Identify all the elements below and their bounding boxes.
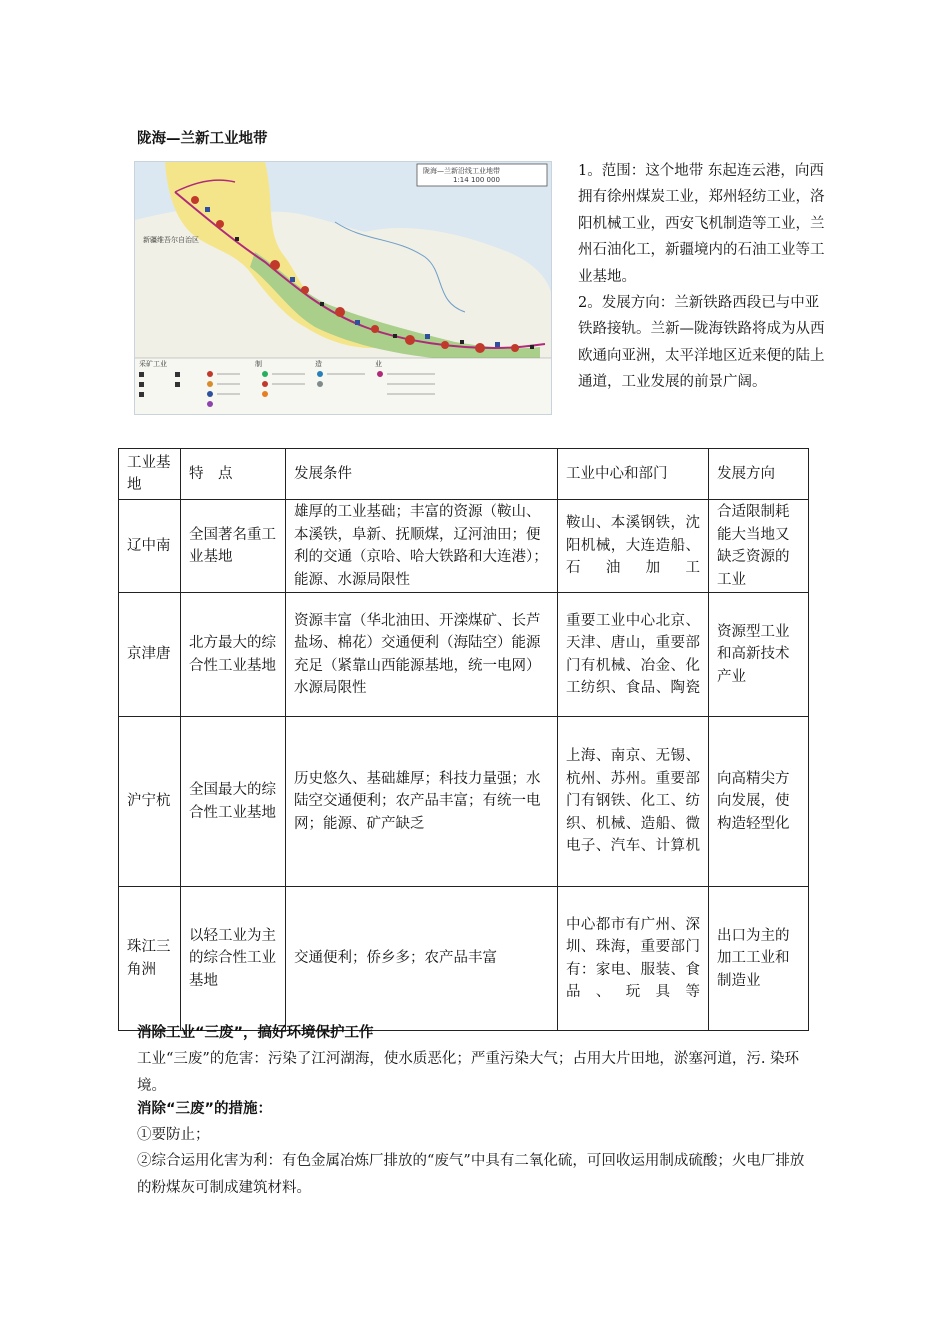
table-row [119,717,809,887]
map-legend-mining: 采矿工业 [139,360,167,368]
cell-conditions: 历史悠久、基础雄厚；科技力量强；水陆空交通便利；农产品丰富；有统一电网；能源、矿产缺乏 [286,717,558,887]
section-title-longhai-lanxin: 陇海—兰新工业地带 [137,131,268,147]
direction-text: 2。发展方向：兰新铁路西段已与中亚铁路接轨。兰新—陇海铁路将成为从西欧通向亚洲，太平洋地区近来便的陆上通道，工业发展的前景广阔。 [578,295,825,391]
cell-base: 珠江三角洲 [119,887,181,1031]
header-centers: 工业中心和部门 [558,449,709,500]
map-legend-h2: 造 [315,360,322,368]
belt-description [578,158,828,396]
cell-centers: 重要工业中心北京、天津、唐山，重要部门有机械、冶金、化工纺织、食品、陶瓷 [558,593,709,717]
map-scale: 1:14 100 000 [453,176,500,184]
cell-feature: 北方最大的综合性工业基地 [181,593,286,717]
cell-direction: 合适限制耗能大当地又缺乏资源的工业 [709,500,809,593]
header-base: 工业基地 [119,449,181,500]
section-title-measures: 消除“三废”的措施： [137,1101,273,1117]
cell-base: 沪宁杭 [119,717,181,887]
cell-feature: 全国著名重工业基地 [181,500,286,593]
cell-base: 京津唐 [119,593,181,717]
cell-conditions: 交通便利；侨乡多；农产品丰富 [286,887,558,1031]
measure-item: ②综合运用化害为利：有色金属冶炼厂排放的“废气”中具有二氧化硫，可回收运用制成硫酸；火电厂排放的粉煤灰可制成建筑材料。 [137,1153,805,1196]
table-row [119,500,809,593]
map-legend-h3: 业 [375,360,382,368]
table-row [119,887,809,1031]
cell-base: 辽中南 [119,500,181,593]
map-legend-h1: 制 [255,360,262,368]
header-conditions: 发展条件 [286,449,558,500]
cell-feature: 以轻工业为主的综合性工业基地 [181,887,286,1031]
industrial-belt-map [134,161,552,415]
cell-centers: 中心都市有广州、深圳、珠海，重要部门有：家电、服装、食品、玩具等 [558,887,709,1031]
cell-feature: 全国最大的综合性工业基地 [181,717,286,887]
section-title-three-wastes: 消除工业“三废”，搞好环境保护工作 [137,1025,374,1041]
cell-direction: 出口为主的加工工业和制造业 [709,887,809,1031]
map-region-label: 新疆维吾尔自治区 [143,236,199,244]
measure-item: ①要防止； [137,1127,210,1143]
table-header-row [119,449,809,500]
cell-direction: 向高精尖方向发展，使构造轻型化 [709,717,809,887]
cell-conditions: 雄厚的工业基础；丰富的资源（鞍山、本溪铁，阜新、抚顺煤，辽河油田；便利的交通（京哈、哈大铁路和大连港）；能源、水源局限性 [286,500,558,593]
harm-paragraph: 工业“三废”的危害：污染了江河湖海，使水质恶化；严重污染大气；占用大片田地，淤塞河道，污. 染环境。 [137,1051,800,1094]
cell-centers: 上海、南京、无锡、杭州、苏州。重要部门有钢铁、化工、纺织、机械、造船、微电子、汽车、计算机 [558,717,709,887]
table-row [119,593,809,717]
industrial-bases-table [118,448,809,1031]
map-title: 陇海—兰新沿线工业地带 [423,167,500,175]
header-direction: 发展方向 [709,449,809,500]
header-feature: 特 点 [181,449,286,500]
cell-centers: 鞍山、本溪钢铁，沈阳机械，大连造船、石油加工 [558,500,709,593]
scope-text: 1。范围：这个地带 东起连云港，向西拥有徐州煤炭工业，郑州轻纺工业，洛阳机械工业，西安飞机制造等工业，兰州石油化工，新疆境内的石油工业等工业基地。 [578,163,825,285]
cell-conditions: 资源丰富（华北油田、开滦煤矿、长芦盐场、棉花）交通便利（海陆空）能源充足（紧靠山西能源基地，统一电网）水源局限性 [286,593,558,717]
cell-direction: 资源型工业和高新技术产业 [709,593,809,717]
